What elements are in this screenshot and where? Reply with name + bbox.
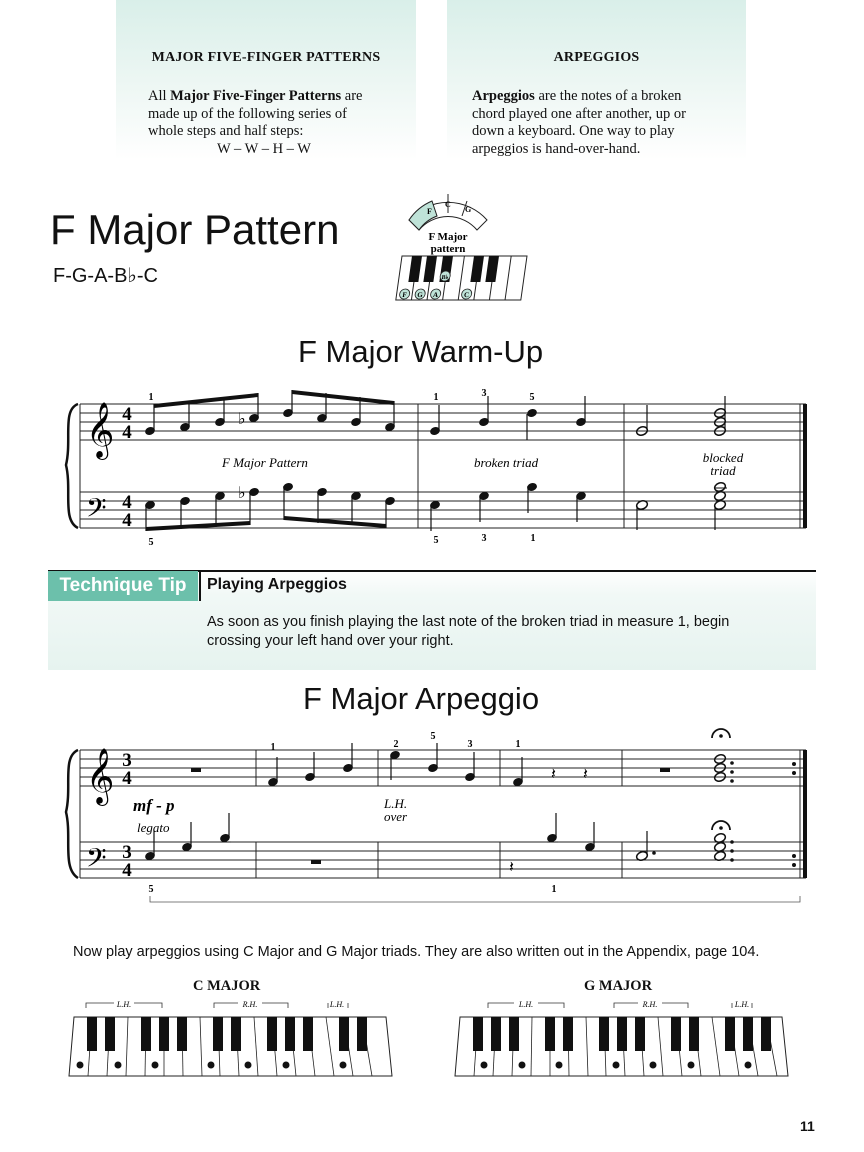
lh-bracket xyxy=(150,896,800,902)
key-letter-a: A xyxy=(432,291,439,299)
g-rh-label: R.H. xyxy=(642,1000,658,1009)
whole-rest-icon xyxy=(311,860,321,864)
circle-letter-c: C xyxy=(445,200,451,209)
bass-clef-icon: 𝄢 xyxy=(86,493,107,529)
lh-over-label-2: over xyxy=(384,809,408,824)
arpeggio-bass-m1-notes xyxy=(144,833,231,862)
warmup-bass-m2-notes xyxy=(429,482,587,511)
arpeggio-final-chord-bass xyxy=(713,832,726,861)
whole-rest-icon xyxy=(191,768,201,772)
arpeggio-ts-bottom: 4 xyxy=(122,768,132,789)
arpeggios-body: Arpeggios are the notes of a broken chord played one after another, up or down a keyboard. One way to play arpeggios is hand-over-hand. xyxy=(472,88,687,157)
arpeggio-finger-b1: 5 xyxy=(148,884,154,895)
five-finger-box xyxy=(116,0,416,160)
pattern-notes: F-G-A-B♭-C xyxy=(53,265,158,287)
c-major-title: C MAJOR xyxy=(193,978,261,994)
legato-marking: legato xyxy=(137,820,170,835)
page-number: 11 xyxy=(800,1118,815,1134)
arpeggio-finger-t1: 1 xyxy=(270,742,276,753)
warmup-finger-b2: 5 xyxy=(433,535,439,546)
treble-clef-icon: 𝄞 xyxy=(86,750,115,803)
quarter-rest-icon: 𝄽 xyxy=(583,766,588,783)
key-letter-f: F xyxy=(401,291,408,299)
g-lh-label-2: L.H. xyxy=(734,1000,750,1009)
five-finger-body: All Major Five-Finger Patterns are made up of the following series of whole steps and half steps: W – W – H – W xyxy=(148,88,363,157)
warmup-finger-t2: 1 xyxy=(433,392,439,403)
warmup-ts-bottom: 4 xyxy=(122,422,132,443)
arpeggio-finger-t4: 3 xyxy=(467,739,473,750)
pattern-keyboard-icon xyxy=(385,190,530,308)
arpeggio-treble-m2-notes xyxy=(267,763,354,788)
warmup-finger-t4: 5 xyxy=(529,392,535,403)
warmup-ts-bottom-bass: 4 xyxy=(122,510,132,531)
warmup-finger-t1: 1 xyxy=(148,392,154,403)
warmup-label-pattern: F Major Pattern xyxy=(222,455,308,470)
footer-instruction: Now play arpeggios using C Major and G Major triads. They are also written out in the Appendix, page 104. xyxy=(73,944,760,960)
g-major-title: G MAJOR xyxy=(584,978,653,994)
warmup-label-blocked: blocked xyxy=(702,450,744,465)
five-finger-title: MAJOR FIVE-FINGER PATTERNS xyxy=(151,50,381,65)
warmup-finger-b4: 1 xyxy=(530,533,536,544)
arpeggios-box xyxy=(447,0,746,160)
c-lh-label-2: L.H. xyxy=(329,1000,345,1009)
technique-tip-text: As soon as you finish playing the last note of the broken triad in measure 1, begin crossing your left hand over your right. xyxy=(207,614,730,649)
warmup-label-triad: triad xyxy=(710,463,736,478)
key-letter-g: G xyxy=(416,291,424,299)
arpeggio-ts-top-bass: 3 xyxy=(122,842,132,863)
c-rh-label: R.H. xyxy=(242,1000,258,1009)
technique-tip-title: Playing Arpeggios xyxy=(207,576,347,593)
arpeggio-finger-t5: 1 xyxy=(515,739,521,750)
warmup-score xyxy=(0,380,864,550)
warmup-ts-top-bass: 4 xyxy=(122,492,132,513)
g-major-keyboard xyxy=(452,995,792,1080)
warmup-bass-m1-notes xyxy=(144,482,396,511)
warmup-label-broken: broken triad xyxy=(474,455,539,470)
c-major-keyboard xyxy=(66,995,396,1080)
flat-icon: ♭ xyxy=(238,485,246,502)
warmup-title: F Major Warm-Up xyxy=(298,334,544,369)
c-lh-label-1: L.H. xyxy=(116,1000,132,1009)
warmup-bass-staff xyxy=(80,492,806,528)
lh-over-label-1: L.H. xyxy=(384,796,408,811)
technique-tip-divider xyxy=(199,572,201,601)
arpeggio-finger-t2: 2 xyxy=(393,739,399,750)
g-lh-label-1: L.H. xyxy=(518,1000,534,1009)
flat-icon: ♭ xyxy=(238,411,246,428)
quarter-rest-icon: 𝄽 xyxy=(551,766,556,783)
warmup-finger-b1: 5 xyxy=(148,537,154,548)
icon-caption-2: pattern xyxy=(430,243,466,255)
arpeggio-ts-top: 3 xyxy=(122,750,132,771)
key-letter-c: C xyxy=(463,291,470,299)
warmup-finger-b3: 3 xyxy=(481,533,487,544)
arpeggio-finger-b2: 1 xyxy=(551,884,557,895)
icon-caption-1: F Major xyxy=(428,231,468,243)
warmup-ts-top: 4 xyxy=(122,404,132,425)
treble-clef-icon: 𝄞 xyxy=(86,404,115,457)
dynamic-marking: mf - p xyxy=(133,796,175,815)
arpeggio-score xyxy=(0,722,864,912)
whole-rest-icon xyxy=(660,768,670,772)
circle-letter-f: F xyxy=(427,207,432,216)
key-letter-bflat: B♭ xyxy=(441,275,449,281)
quarter-rest-icon: 𝄽 xyxy=(509,859,514,876)
bass-clef-icon: 𝄢 xyxy=(86,843,107,879)
arpeggio-treble-staff xyxy=(80,750,806,786)
arpeggio-ts-bottom-bass: 4 xyxy=(122,860,132,881)
arpeggio-finger-t3: 5 xyxy=(430,731,436,742)
circle-letter-g: G xyxy=(465,205,472,214)
warmup-finger-t3: 3 xyxy=(481,388,487,399)
arpeggios-title: ARPEGGIOS xyxy=(553,50,640,65)
arpeggio-title: F Major Arpeggio xyxy=(303,681,540,716)
pattern-title: F Major Pattern xyxy=(50,206,340,253)
technique-tip-label: Technique Tip xyxy=(48,571,198,601)
